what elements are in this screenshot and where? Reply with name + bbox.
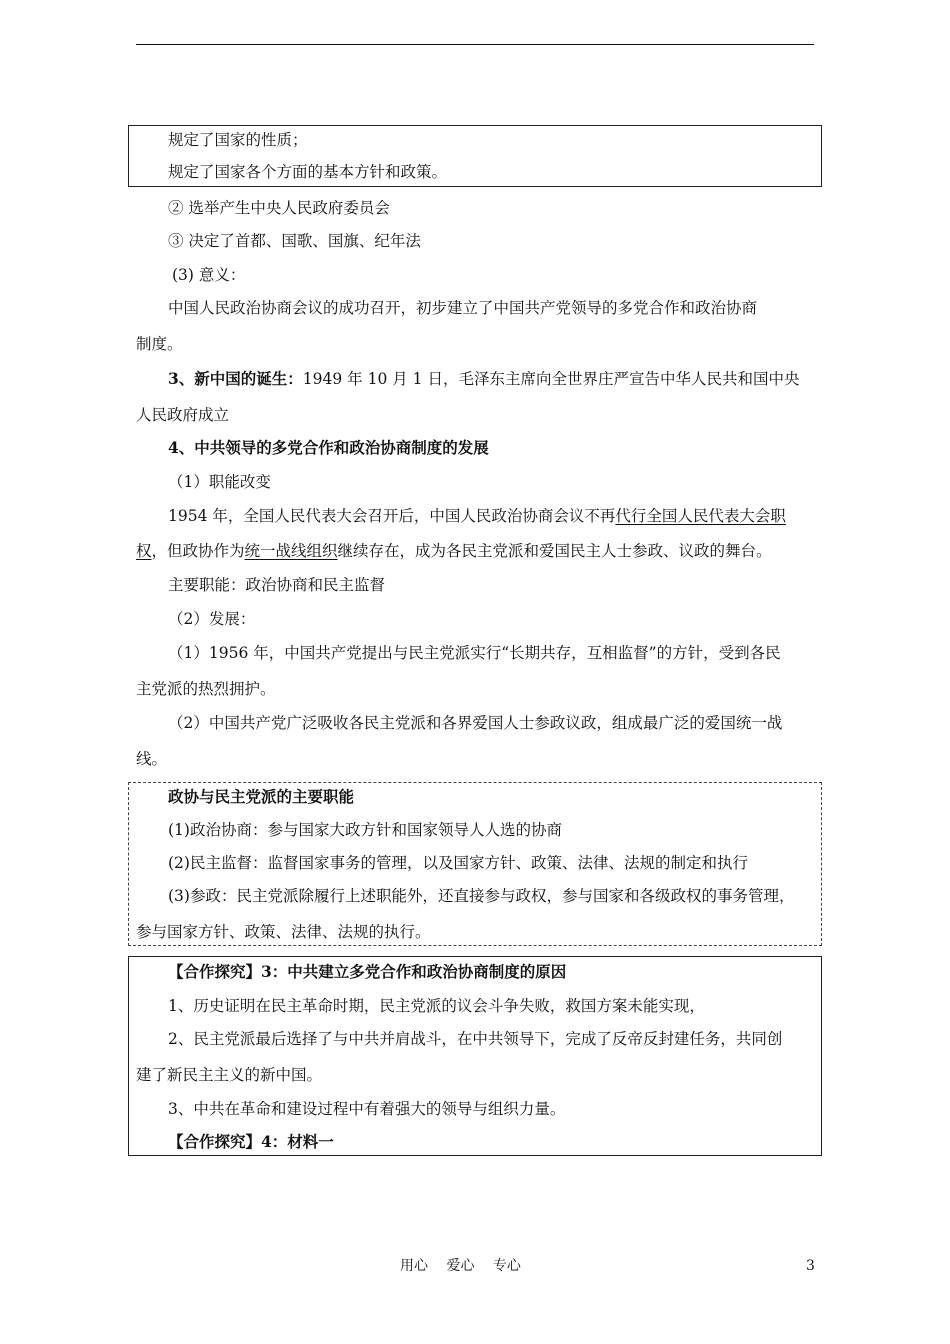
para-1-text: 1954 年，全国人民代表大会召开后，中国人民政治协商会议不再: [168, 507, 616, 525]
main-functions: 主要职能：政治协商和民主监督: [168, 576, 386, 594]
section-3-line-1: [168, 369, 799, 389]
functions-box-line-2: (2)民主监督：监督国家事务的管理，以及国家方针、政策、法律、法规的制定和执行: [168, 854, 748, 872]
development-1-line-1: （1）1956 年，中国共产党提出与民主党派实行“长期共存，互相监督”的方针，受到各民: [168, 644, 781, 662]
development-1-line-2: 主党派的热烈拥护。: [136, 680, 276, 698]
development-2-line-1: （2）中国共产党广泛吸收各民主党派和各界爱国人士参政议政，组成最广泛的爱国统一战: [168, 714, 783, 732]
inquiry-box: [128, 956, 822, 1156]
functions-box-line-4: 参与国家方针、政策、法律、法规的执行。: [136, 923, 431, 941]
significance-para-2: 制度。: [136, 335, 183, 353]
underline-term-1: 代行全国人民代表大会职: [615, 507, 786, 525]
page-number: 3: [806, 1258, 815, 1274]
section-4-para-1: [168, 506, 786, 526]
underline-term-1-end: 权: [136, 542, 152, 560]
section-3-line-2: 人民政府成立: [136, 406, 230, 424]
para-2-text-a: ，但政协作为: [151, 542, 245, 560]
significance-para-1: 中国人民政治协商会议的成功召开，初步建立了中国共产党领导的多党合作和政治协商: [168, 299, 758, 317]
inquiry-3-line-2: 2、民主党派最后选择了与中共并肩战斗，在中共领导下，完成了反帝反封建任务，共同创: [168, 1030, 783, 1048]
development-2-line-2: 线。: [136, 750, 168, 768]
underline-term-2: 统一战线组织: [244, 542, 338, 560]
para-2-text-b: 继续存在，成为各民主党派和爱国民主人士参政、议政的舞台。: [337, 542, 772, 560]
section-3-text: 1949 年 10 月 1 日，毛泽东主席向全世界庄严宣告中华人民共和国中央: [302, 370, 800, 388]
box1-line-2: 规定了国家各个方面的基本方针和政策。: [168, 163, 448, 181]
functions-box-line-3: (3)参政：民主党派除履行上述职能外，还直接参与政权，参与国家和各级政权的事务管理，: [168, 887, 795, 905]
inquiry-3-heading: 【合作探究】3：中共建立多党合作和政治协商制度的原因: [168, 962, 567, 981]
section-4-sub-2: （2）发展：: [168, 610, 256, 628]
footer-motto: 用心 爱心 专心: [400, 1258, 521, 1274]
item-3: ③ 决定了首都、国歌、国旗、纪年法: [168, 232, 421, 250]
header-rule: [136, 44, 814, 45]
functions-box-title: 政协与民主党派的主要职能: [168, 787, 355, 806]
section-4-heading: 4、中共领导的多党合作和政治协商制度的发展: [168, 438, 489, 457]
section-4-para-2: [136, 541, 772, 561]
inquiry-3-line-3: 建了新民主主义的新中国。: [136, 1066, 323, 1084]
item-2: ② 选举产生中央人民政府委员会: [168, 199, 390, 217]
section-3-heading: 3、新中国的诞生：: [168, 369, 303, 388]
functions-box-line-1: (1)政治协商：参与国家大政方针和国家领导人人选的协商: [168, 821, 562, 839]
inquiry-3-line-4: 3、中共在革命和建设过程中有着强大的领导与组织力量。: [168, 1100, 566, 1118]
significance-heading: (3) 意义：: [172, 266, 246, 284]
section-4-sub-1: （1）职能改变: [168, 473, 271, 491]
inquiry-4-heading: 【合作探究】4：材料一: [168, 1132, 334, 1151]
inquiry-3-line-1: 1、历史证明在民主革命时期，民主党派的议会斗争失败，救国方案未能实现，: [168, 997, 705, 1015]
box1-line-1: 规定了国家的性质；: [168, 131, 308, 149]
